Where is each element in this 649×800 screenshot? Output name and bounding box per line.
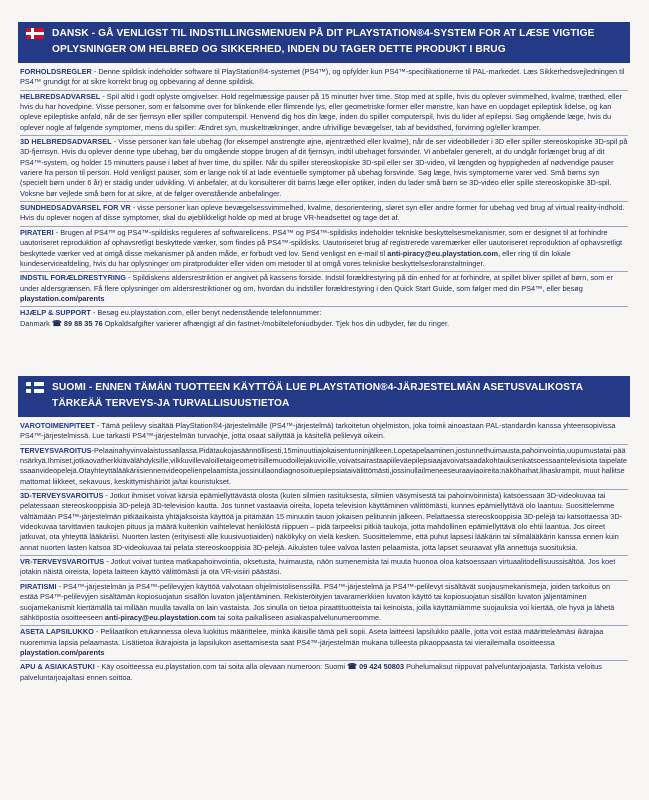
danish-phone-number: 89 88 35 76 [63,318,103,328]
danish-health-warning: HELBREDSADVARSEL - Spil altid i godt oplyste omgivelser. Hold regelmæssige pauser på 15 minutter hver time. Stop med at spille, hvis du oplever svimmelhed, kvalme, træthed, eller hvis du har hovedpine. Visse personer, som er følsomme over for blinkende eller flimrende lys, eller geometriske former eller mønstre, kan have en uopdaget epileptisk lidelse, og kan opleve epileptiske anfald, når de ser fjernsyn eller spiller computerspil. Henvend dig hos din læge, inden du spiller computerspil, hvis du lider af epilepsi. Søg omgående læge, hvis du oplever nogle af følgende symptomer, mens du spiller: Ændret syn, muskeltrækninger, andre ufrivillige bevægelser, tab af bevidsthed, forvirring og/eller kramper. [20,91,628,136]
finnish-piracy-email[interactable]: anti-piracy@eu.playstation.com [104,612,216,622]
danish-support: HJÆLP & SUPPORT - Besøg eu.playstation.com, eller benyt nedenstående telefonnummer: Danmark ☎ 89 88 35 76 Opkaldsafgifter varierer afhængigt af din fastnet-/mobiltelefoniudbyder. Tjek hos din udbyder, før du ringer. [20,308,450,328]
finnish-health-warning: TERVEYSVAROITUS-Pelaainahyvinvalaistussatilassa.Pidätaukojasäännöllisesti,15minuuttiajokaisentunninjälkeen.Lopetapelaaminen,jostunnethuimausta,pahoinvointia,uupumustatai päänsärkyä.Ihmiset,jotkaovatherkkiävälähdyksille,vilkkuvillevaloilletaigeometrisillemuodoillejakuvioille,voivatsairastaapiileväepilepsiaajavoivatsaadakohtauksenkatsoessaantelevisiota taipelatessaanvideopelejä.Otayhteyttälääkäriisiennenvideopelienpelaamista,jossinullaondiagnosoituepilepsiataivälittömästi,jossinullailmeneeseuraaviaoireita:näköharhat,lihaskrampit, muut hallitsemattomat liikkeet, sekavuus, keskittymishäiriöt ja/tai kouristukset. [20,445,628,490]
danish-section [18,22,630,331]
danish-piracy-email[interactable]: anti-piracy@eu.playstation.com [387,248,499,258]
finnish-body [18,417,630,685]
finnish-parental-control: ASETA LAPSILUKKO - Pelilaatikon etukannessa oleva luokitus määrittelee, minkä ikäisille tämä peli sopii. Aseta laitteesi lapsilukko päälle, jotta voit estää määritteleämäsi ikärajaa nuoremmia lapsia pelaamasta. Lisätietoa ikärajoista ja lapsilukon asettamisesta saat PS4™-järjestelmän mukana tulleesta pikaoppaasta tai vierailemalla osoitteessa playstation.com/parents [20,626,628,661]
finnish-banner-text: SUOMI - ENNEN TÄMÄN TUOTTEEN KÄYTTÖÄ LUE PLAYSTATION®4-JÄRJESTELMÄN ASETUSVALIKOSTA TÄRKEÄÄ TERVEYS-JA TURVALLISUUSTIETOA [52,382,583,409]
danish-body [18,63,630,331]
telephone-icon: ☎ [347,662,358,672]
danish-vr-health-warning: SUNDHEDSADVARSEL FOR VR - visse personer kan opleve bevægelsessvimmelhed, kvalme, desorientering, sløret syn eller andre former for ubehag ved brug af virtual reality-indhold. Hvis du oplever nogen af disse symptomer, skal du øjeblikkeligt holde op med at bruge VR-headsettet og tage det af. [20,202,628,227]
finnish-support: APU & ASIAKASTUKI - Käy osoitteessa eu.playstation.com tai soita alla olevaan numeroon: Suomi ☎ 09 424 50803 Puhelumaksut riippuvat palveluntarjoajasta. Tarkista veloitus palveluntarjoajaltasi ennen soittoa. [20,662,602,682]
finnish-piracy: PIRATISMI - PS4™-järjestelmän ja PS4™-pelilevyjen käyttöä valvotaan ohjelmistolisenssillä. PS4™-järjestelmä ja PS4™-pelilevyt sisältävät suojausmekanismeja, joiden tarkoitus on estää PS4™-pelilevyjen sisältämän kopiosuojatun sisällön luvaton jäljentäminen. Rekisteröityjen tavaramerkkien luvaton käyttö tai kopiosuojatun sisällön luvaton jäljentäminen suojamekanismit kiertämällä tai millään muulla tavalla on lain vastaista. Jos sinulla on tietoa piraattituotteista tai keinoista, joilla käyttämiämme suojauksia voi kiertää, ole hyvä ja lähetä sähköpostia osoitteeseen anti-piracy@eu.playstation.com tai soita paikalliseen asiakaspalvelunumeroomme. [20,581,628,626]
danish-3d-health-warning: 3D HELBREDSADVARSEL - Visse personer kan føle ubehag (for eksempel anstrengte øjne, øjentræthed eller kvalme), når de ser videobilleder i 3D eller spiller stereoskopiske 3D-spil på 3D-fjernsyn. Hvis du oplever denne type ubehag, bør du omgående stoppe brugen af dit fjernsyn, indtil ubehaget forsvinder. Vi anbefaler generelt, at du undgår forlænget brug af dit PS4™-system, og holder 15 minutters pause i løbet af hver time, du spiller. Når du spiller stereoskopiske 3D-spil eller ser 3D-video, vil længden og hyppigheden af nødvendige pauser variere fra person til person. Hold venligst pauser, som er lange nok til at lade eventuelle symptomer på ubehag forsvinde. Søg læge, hvis symptomerne varer ved. Små børns syn (specielt børn under 6 år) er stadig under udvikling. Vi anbefaler, at du konsulterer dit barns læge eller optiker, inden du lader små børn se 3D-video eller spille stereoskopiske 3D-spil. Voksne bør vejlede små børn for at sikre, at de følger ovenstående anbefalinger. [20,136,628,202]
finnish-3d-health-warning: 3D-TERVEYSVAROITUS - Jotkut ihmiset voivat kärsiä epämiellyttävästä olosta (kuten silmien rasituksesta, silmien väsymisestä tai pahoinvoinnista) katsoessaan 3D-videokuvaa tai pelatessaan stereoskooppisia 3D-pelejä 3D-television kautta. Jos tunnet vastaavia oireita, lopeta television käyttäminen välittömästi, kunnes epämiellyttävä olo laantuu. Suosittelemme välttämään PS4™-järjestelmän pitkäaikaista yhtäjaksoista käyttöä ja pitämään 15 minuutin tauon jokaisen pelitunnin jälkeen. Pelattaessa stereoskooppisia 3D-pelejä tai katsottaessa 3D-videokuvaa tarvittavien taukojen pituus ja määrä kuitenkin vaihtelevat henkilöstä riippuen – pidä tarpeeksi pitkiä taukoja, jotta mahdollinen epämiellyttävä olo ehtii laantua. Jos oireet jatkuvat, ota yhteyttä lääkäriisi. Nuorten lasten (erityisesti alle kuusivuotiaiden) näkökyky on vielä kesken. Suosittelemme, että puhut lapsesi lääkärin tai silmälääkärin kanssa ennen kuin annat nuorten lasten katsoa 3D-videokuvaa tai pelata stereoskooppisia 3D-pelejä. Aikuisten tulee valvoa lasten pelaamista, jotta lapset seuraavat yllä annettuja suosituksia. [20,490,628,556]
finnish-banner [18,376,630,417]
finnish-phone-number: 09 424 50803 [359,662,405,672]
danish-banner-text: DANSK - GÅ VENLIGST TIL INDSTILLINGSMENUEN PÅ DIT PLAYSTATION®4-SYSTEM FOR AT LÆSE VIGTIGE OPLYSNINGER OM HELBRED OG SIKKERHED, INDEN DU TAGER DETTE PRODUKT I BRUG [52,28,595,55]
danish-banner [18,22,630,63]
danish-precautions: FORHOLDSREGLER - Denne spildisk indeholder software til PlayStation®4-systemet (PS4™), og opfylder kun PS4™-specifikationerne til PAL-markedet. Læs Sikkerhedsvejledningen til PS4™ grundigt for at sikre korrekt brug og opbevaring af denne spildisk. [20,66,628,91]
danish-piracy: PIRATERI - Brugen af PS4™ og PS4™-spildisks reguleres af softwarelicens. PS4™ og PS4™-spildisks indeholder tekniske beskyttelsesmekanismer, som er designet til at forhindre uautoriseret reproduktion af ophavsretligt beskyttede værker, som findes på PS4™-spildisks. Uautoriseret brug af registrerede varemærker eller uautoriseret reproduktion af ophavsretligt beskyttede værker ved at omgå disse mekanismer på anden måde, er forbudt ved lov. Send venligst en e-mail til anti-piracy@eu.playstation.com, eller ring til din lokale kundeserviceafdeling, hvis du har oplysninger om piratprodukter eller viden om metoder til at omgå vores tekniske beskyttelsesforanstaltninger. [20,227,628,272]
danish-parental-control: INDSTIL FORÆLDRESTYRING - Spildiskens aldersrestriktion er angivet på kassens forside. Indstil forældrestyring på din enhed for at forhindre, at spillet bliver spillet af børn, som er under aldersgrænsen. Få flere oplysninger om aldersrestriktioner og om, hvordan du indstiller forældrestyring i den Quick Start Guide, som følger med din PS4™, eller besøg playstation.com/parents [20,272,628,307]
finnish-flag-icon [26,382,44,393]
telephone-icon: ☎ [51,318,62,328]
finnish-section [18,376,630,685]
finnish-precautions: VAROTOIMENPITEET - Tämä pelilevy sisältää PlayStation®4-järjestelmälle (PS4™-järjestelmä) tarkoitetun ohjelmiston, joka toimii ainoastaan PAL-standardin kanssa yhteensopivissa PS4™-järjestelmissä. Lue tarkasti PS4™-järjestelmän turvaohje, jotta osaat säilyttää ja käsitellä pelilevyä oikein. [20,420,628,445]
danish-parents-link[interactable]: playstation.com/parents [20,293,105,303]
finnish-vr-health-warning: VR-TERVEYSVAROITUS - Jotkut voivat tuntea matkapahoinvointia, oksetusta, huimausta, näön sumenemista tai muuta huonoa oloa katsoessaan virtuaalitodellisuussisältöä. Jos koet jotakin näistä oireista, lopeta laitteen käyttö välittömästi ja ota VR-visiiri päästäsi. [20,556,628,581]
danish-flag-icon [26,28,44,39]
finnish-parents-link[interactable]: playstation.com/parents [20,647,105,657]
